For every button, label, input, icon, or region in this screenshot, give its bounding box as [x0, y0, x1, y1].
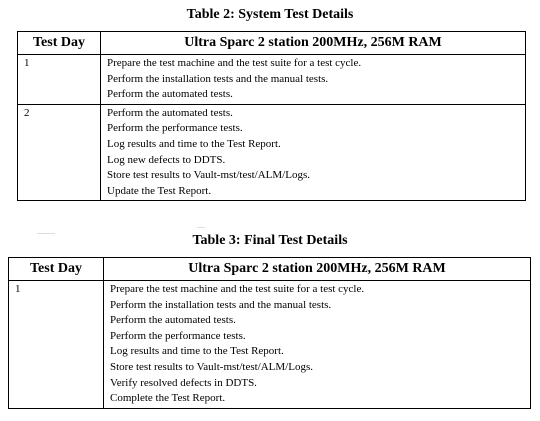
test-day-cell: 1 — [9, 281, 104, 409]
test-day-cell: 1 — [18, 55, 101, 105]
test-steps-cell — [104, 281, 531, 409]
test-step: Store test results to Vault-mst/test/ALM/Logs. — [110, 360, 313, 373]
scan-artifact — [197, 227, 205, 228]
test-step: Perform the performance tests. — [110, 329, 246, 342]
test-step: Perform the performance tests. — [107, 122, 243, 135]
test-steps-cell — [101, 104, 526, 201]
test-day-header: Test Day — [9, 258, 104, 281]
test-step: Update the Test Report. — [107, 184, 212, 197]
test-step: Prepare the test machine and the test suite for a test cycle. — [110, 283, 365, 295]
table-3-caption: Table 3: Final Test Details — [192, 233, 348, 248]
test-day-cell: 2 — [18, 104, 101, 201]
test-step: Verify resolved defects in DDTS. — [110, 376, 257, 389]
test-steps-cell — [101, 55, 526, 105]
test-step: Store test results to Vault-mst/test/ALM/Logs. — [107, 169, 310, 182]
test-step: Prepare the test machine and the test suite for a test cycle. — [107, 57, 362, 69]
test-step: Perform the automated tests. — [110, 314, 236, 327]
system-test-details-table — [17, 31, 526, 201]
test-step: Perform the installation tests and the manual tests. — [107, 72, 329, 85]
test-step: Perform the automated tests. — [107, 88, 233, 101]
table-header-row — [9, 258, 531, 281]
station-header: Ultra Sparc 2 station 200MHz, 256M RAM — [104, 258, 531, 281]
table-row — [18, 104, 526, 201]
test-day-header: Test Day — [18, 32, 101, 55]
table-header-row — [18, 32, 526, 55]
table-row — [9, 281, 531, 409]
test-step: Log new defects to DDTS. — [107, 153, 226, 166]
final-test-details-table — [8, 257, 531, 409]
test-step: Log results and time to the Test Report. — [107, 137, 281, 150]
test-step: Perform the installation tests and the manual tests. — [110, 298, 332, 311]
test-step: Complete the Test Report. — [110, 392, 226, 405]
station-header: Ultra Sparc 2 station 200MHz, 256M RAM — [101, 32, 526, 55]
test-step: Log results and time to the Test Report. — [110, 345, 284, 358]
test-step: Perform the automated tests. — [107, 106, 233, 119]
table-2-caption: Table 2: System Test Details — [186, 7, 354, 22]
table-row — [18, 55, 526, 105]
